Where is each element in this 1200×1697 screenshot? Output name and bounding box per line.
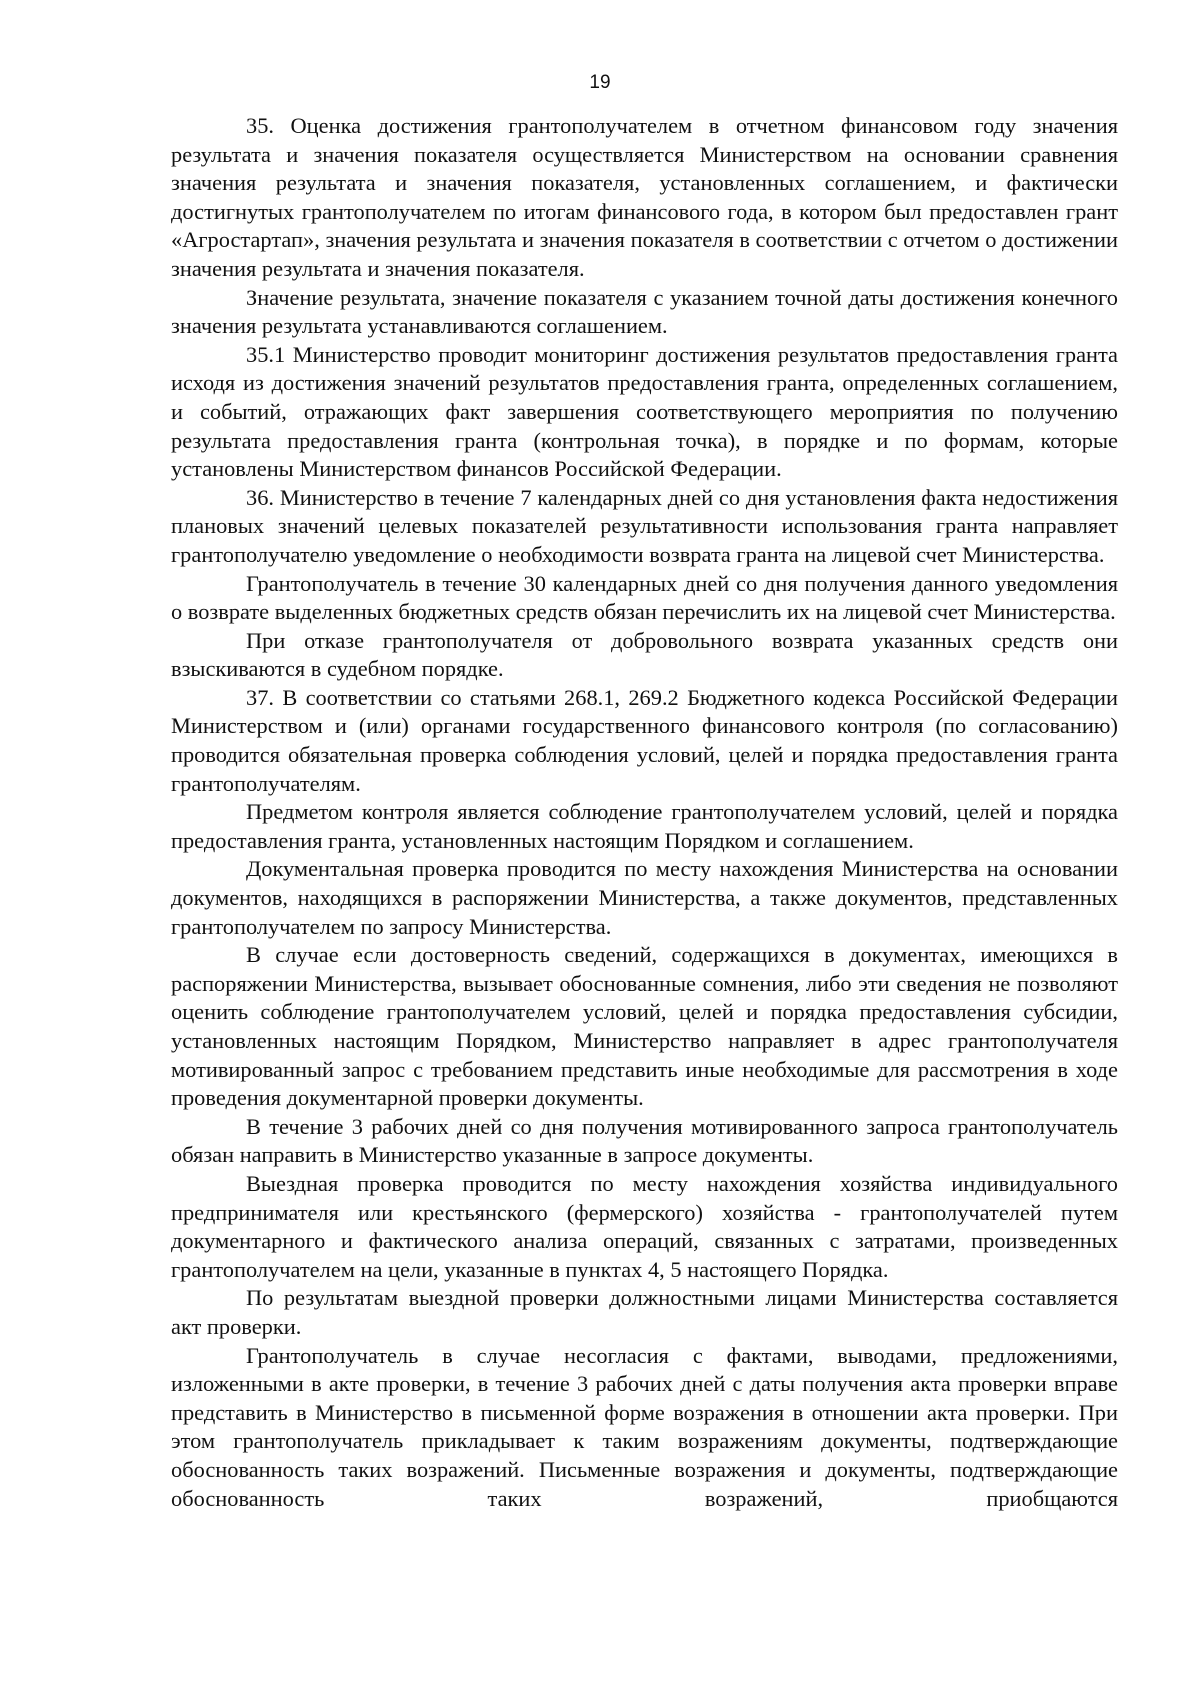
paragraph-field-check: Выездная проверка проводится по месту нахождения хозяйства индивидуального предпринимателя или крестьянского (фермерского) хозяйства - грантополучателей путем документарного и фактического анализа операций, связанных с затратами, произведенных грантополучателем на цели, указанные в пунктах 4, 5 настоящего Порядка. xyxy=(171,1170,1118,1282)
paragraph-check-act: По результатам выездной проверки должностными лицами Министерства составляется акт проверки. xyxy=(171,1285,1118,1339)
paragraph-objections: Грантополучатель в случае несогласия с фактами, выводами, предложениями, изложенными в акте проверки, в течение 3 рабочих дней с даты получения акта проверки вправе представить в Министерство в письменной форме возражения в отношении акта проверки. При этом грантополучатель прикладывает к таким возражениям документы, подтверждающие обоснованность таких возражений. Письменные возражения и документы, подтверждающие обоснованность таких возражений, приобщаются xyxy=(171,1342,1118,1511)
paragraph-grant-return: Грантополучатель в течение 30 календарных дней со дня получения данного уведомления о возврате выделенных бюджетных средств обязан перечислить их на лицевой счет Министерства. xyxy=(171,570,1118,625)
paragraph-refusal: При отказе грантополучателя от добровольного возврата указанных средств они взыскиваются в судебном порядке. xyxy=(171,627,1118,682)
paragraph-37: 37. В соответствии со статьями 268.1, 269.2 Бюджетного кодекса Российской Федерации Министерством и (или) органами государственного финансового контроля (по согласованию) проводится обязательная проверка соблюдения условий, целей и порядка предоставления гранта грантополучателям. xyxy=(171,684,1118,796)
paragraph-35: 35. Оценка достижения грантополучателем в отчетном финансовом году значения результата и значения показателя осуществляется Министерством на основании сравнения значения результата и значения показателя, установленных соглашением, и фактически достигнутых грантополучателем по итогам финансового года, в котором был предоставлен грант «Агростартап», значения результата и значения показателя в соответствии с отчетом о достижении значения результата и значения показателя. xyxy=(171,113,1118,281)
paragraph-control-subject: Предметом контроля является соблюдение грантополучателем условий, целей и порядка предоставления гранта, установленных настоящим Порядком и соглашением. xyxy=(171,799,1118,853)
page-number: 19 xyxy=(589,72,611,93)
paragraph-36: 36. Министерство в течение 7 календарных дней со дня установления факта недостижения плановых значений целевых показателей результативности использования гранта направляет грантополучателю уведомление о необходимости возврата гранта на лицевой счет Министерства. xyxy=(171,484,1118,567)
paragraph-result-value: Значение результата, значение показателя с указанием точной даты достижения конечного значения результата устанавливаются соглашением. xyxy=(171,284,1118,339)
paragraph-3-days: В течение 3 рабочих дней со дня получения мотивированного запроса грантополучатель обязан направить в Министерство указанные в запросе документы. xyxy=(171,1113,1118,1168)
paragraph-35-1: 35.1 Министерство проводит мониторинг достижения результатов предоставления гранта исходя из достижения значений результатов предоставления гранта, определенных соглашением, и событий, отражающих факт завершения соответствующего мероприятия по получению результата предоставления гранта (контрольная точка), в порядке и по формам, которые установлены Министерством финансов Российской Федерации. xyxy=(171,341,1118,482)
paragraph-documentary-check: Документальная проверка проводится по месту нахождения Министерства на основании документов, находящихся в распоряжении Министерства, а также документов, представленных грантополучателем по запросу Министерства. xyxy=(171,856,1118,939)
paragraph-reliability-doubt: В случае если достоверность сведений, содержащихся в документах, имеющихся в распоряжении Министерства, вызывает обоснованные сомнения, либо эти сведения не позволяют оценить соблюдение грантополучателем условий, целей и порядка предоставления субсидии, установленных настоящим Порядком, Министерство направляет в адрес грантополучателя мотивированный запрос с требованием представить иные необходимые для рассмотрения в ходе проведения документарной проверки документы. xyxy=(171,942,1118,1111)
document-body xyxy=(171,112,1118,1513)
